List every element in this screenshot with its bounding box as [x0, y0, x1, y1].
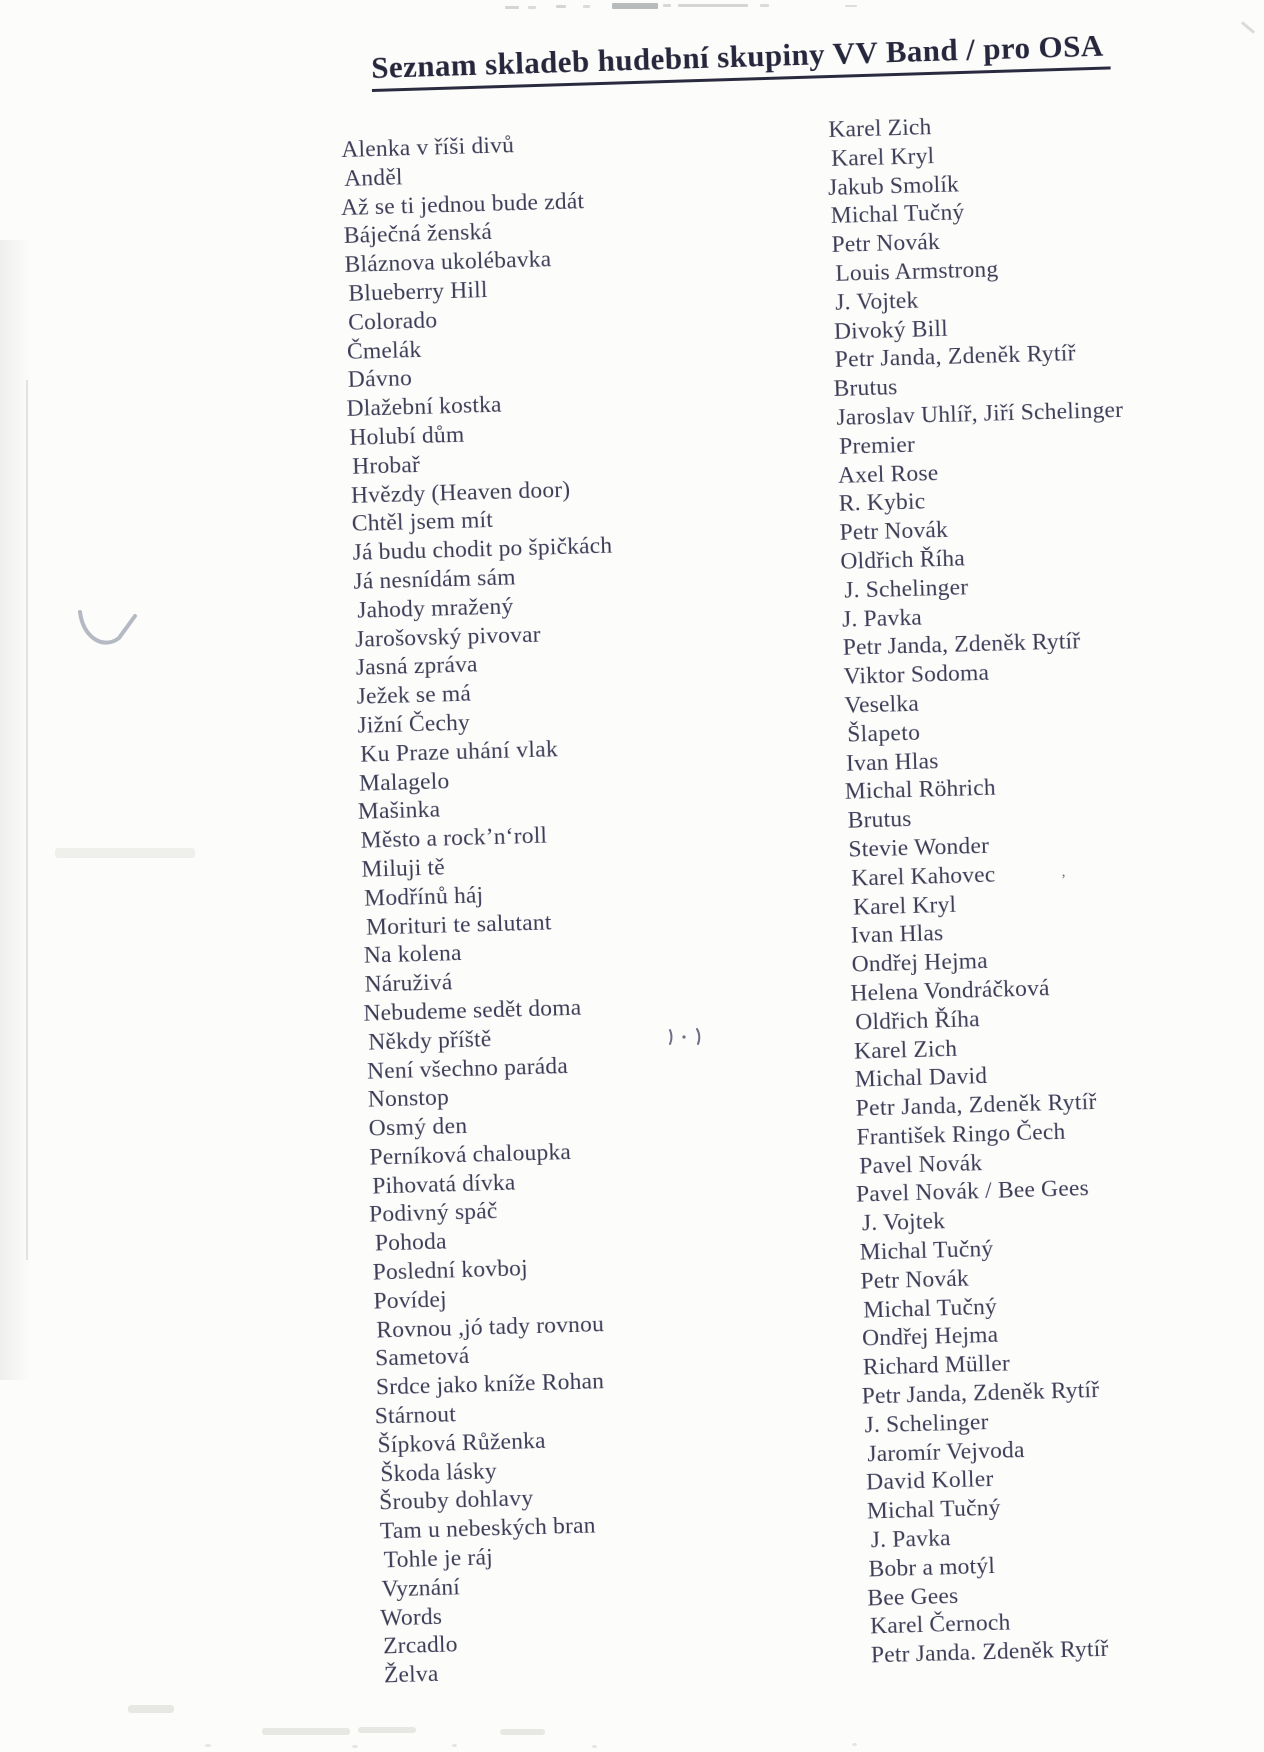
author-name: Michal Tučný	[862, 1293, 998, 1324]
author-name: František Ringo Čech	[856, 1118, 1066, 1151]
author-name: Axel Rose	[837, 459, 939, 489]
song-title: Jižní Čechy	[357, 709, 471, 739]
author-name: Ondřej Hejma	[851, 947, 989, 978]
author-name: Petr Janda, Zdeněk Rytíř	[861, 1376, 1100, 1410]
author-name: Bee Gees	[867, 1582, 959, 1612]
author-name: Jaroslav Uhlíř, Jiří Schelinger	[836, 396, 1124, 431]
song-title: Malagelo	[358, 767, 450, 797]
scan-ink-specks	[664, 1024, 708, 1056]
scan-smudge	[500, 1729, 545, 1735]
song-title: Bláznova ukolébavka	[344, 246, 552, 279]
author-name: Karel Kryl	[852, 891, 957, 921]
scan-pen-curve	[76, 604, 140, 654]
song-title: Já budu chodit po špičkách	[352, 532, 613, 566]
author-name: David Koller	[865, 1466, 995, 1496]
song-title: Není všechno paráda	[366, 1052, 569, 1085]
author-name: Divoký Bill	[833, 315, 949, 345]
song-title: Až se ti jednou bude zdát	[340, 187, 585, 221]
author-name: Michal David	[854, 1063, 988, 1093]
scan-top-dash	[612, 3, 658, 9]
author-name: J. Schelinger	[843, 574, 969, 604]
song-title: Šípková Růženka	[377, 1427, 546, 1459]
song-title: Srdce jako kníže Rohan	[375, 1368, 605, 1401]
scan-smudge	[128, 1705, 174, 1713]
author-name: Karel Kahovec	[850, 861, 996, 892]
song-title: Anděl	[343, 164, 403, 192]
scan-dot	[452, 1744, 457, 1747]
author-name: Petr Janda, Zdeněk Rytíř	[842, 628, 1081, 662]
song-title: Náruživá	[364, 969, 453, 998]
song-title-column	[341, 129, 644, 1691]
scan-top-dash	[528, 6, 536, 9]
author-name: Šlapeto	[846, 719, 921, 748]
song-title: Jahody mražený	[356, 593, 514, 624]
song-title: Tohle je ráj	[383, 1544, 494, 1574]
author-name: Oldřich Říha	[840, 545, 966, 575]
song-title: Colorado	[347, 307, 438, 336]
author-name: Oldřich Říha	[854, 1005, 981, 1036]
author-name: Bobr a motýl	[868, 1552, 996, 1583]
song-title: Dávno	[347, 365, 413, 394]
author-name: Jaromír Vejvoda	[867, 1436, 1025, 1468]
author-name: Louis Armstrong	[835, 256, 999, 287]
song-title: Dlažební kostka	[346, 391, 502, 423]
song-title: Pohoda	[374, 1228, 447, 1257]
scan-top-dash	[505, 6, 519, 9]
song-title: Modřínů háj	[363, 882, 484, 912]
author-name: Premier	[838, 431, 916, 460]
author-name: Pavel Novák / Bee Gees	[855, 1175, 1090, 1209]
author-name: J. Schelinger	[864, 1408, 989, 1439]
scan-top-dash	[845, 5, 857, 7]
song-title: Šrouby dohlavy	[378, 1485, 534, 1516]
author-name: Viktor Sodoma	[843, 659, 990, 690]
author-name: Petr Novák	[860, 1265, 970, 1295]
author-name: Stevie Wonder	[848, 832, 990, 863]
song-title: Želva	[383, 1661, 439, 1689]
author-name: Karel Kryl	[830, 142, 935, 172]
author-name: Petr Novák	[839, 516, 949, 546]
scan-top-dash	[678, 4, 748, 7]
song-title: Já nesnídám sám	[353, 564, 517, 595]
song-title: Zrcadlo	[382, 1631, 459, 1660]
scan-left-edge-shade	[0, 240, 30, 1380]
song-title: Jarošovský pivovar	[354, 621, 542, 653]
scan-top-dash	[556, 5, 566, 8]
author-name: Petr Novák	[831, 229, 941, 259]
song-title: Chtěl jsem mít	[351, 507, 494, 538]
song-title: Škoda lásky	[380, 1457, 498, 1488]
page-title: Seznam skladeb hudební skupiny VV Band / pro OSA	[371, 27, 1110, 92]
author-name: Pavel Novák	[858, 1149, 983, 1180]
song-title: Na kolena	[363, 940, 462, 969]
song-title: Báječná ženská	[343, 219, 493, 250]
song-title: Ku Praze uhání vlak	[359, 735, 559, 768]
author-name: Michal Röhrich	[844, 774, 997, 806]
author-name: Petr Janda, Zdeněk Rytíř	[855, 1088, 1098, 1122]
author-column	[828, 108, 1158, 1670]
scan-corner-mark	[1241, 21, 1255, 34]
scan-dot	[205, 1744, 211, 1747]
scan-smudge	[55, 848, 195, 858]
song-title: Hrobař	[351, 451, 421, 480]
scan-top-dash	[760, 4, 769, 7]
song-title: Tam u nebeských bran	[379, 1512, 597, 1545]
author-name: Richard Müller	[862, 1350, 1011, 1381]
song-title: Poslední kovboj	[372, 1255, 529, 1286]
scan-smudge	[358, 1727, 416, 1733]
author-name: Jakub Smolík	[827, 170, 960, 201]
author-name: Michal Tučný	[830, 199, 965, 230]
author-name: Helena Vondráčková	[850, 975, 1050, 1007]
author-name: Brutus	[847, 806, 912, 834]
song-title: Rovnou ,jó tady rovnou	[375, 1310, 605, 1344]
scan-top-dash	[583, 5, 590, 8]
song-title: Morituri te salutant	[365, 908, 552, 941]
author-name: Petr Janda, Zdeněk Rytíř	[834, 340, 1077, 374]
author-name: Karel Zich	[828, 114, 932, 143]
author-name: Veselka	[844, 690, 920, 719]
scan-dot	[592, 1745, 597, 1748]
song-title: Podivný spáč	[368, 1198, 498, 1229]
author-name: J. Vojtek	[861, 1208, 946, 1237]
scan-dot	[852, 1743, 857, 1746]
author-name: Karel Zich	[853, 1035, 958, 1065]
song-title: Pihovatá dívka	[371, 1169, 516, 1200]
song-title: Jasná zpráva	[355, 651, 478, 682]
song-title: Perníková chaloupka	[369, 1138, 572, 1171]
author-name: Brutus	[833, 374, 898, 403]
song-title: Holubí dům	[349, 421, 465, 451]
song-title: Alenka v říši divů	[341, 132, 515, 163]
author-name: J. Vojtek	[834, 287, 919, 316]
song-title: Mašinka	[357, 796, 441, 826]
author-name: J. Pavka	[870, 1525, 952, 1554]
author-name: Michal Tučný	[866, 1494, 1001, 1525]
song-title: Ježek se má	[356, 680, 472, 710]
author-name: Petr Janda. Zdeněk Rytíř	[870, 1636, 1109, 1669]
song-title: Vyznání	[381, 1574, 461, 1603]
song-title: Město a rock’n‘roll	[360, 822, 548, 854]
song-title: Povídej	[373, 1286, 448, 1315]
author-name: Michal Tučný	[859, 1235, 994, 1266]
song-title: Nebudeme sedět doma	[363, 994, 582, 1027]
song-title: Words	[380, 1603, 443, 1632]
scan-ink-speck: ’	[1061, 872, 1066, 888]
author-name: Karel Černoch	[869, 1609, 1011, 1640]
song-title: Čmelák	[346, 336, 422, 365]
scan-smudge	[262, 1728, 350, 1735]
author-name: R. Kybic	[838, 488, 926, 518]
song-title: Hvězdy (Heaven door)	[350, 476, 571, 509]
scan-top-dash	[663, 4, 671, 7]
song-title: Stárnout	[374, 1401, 457, 1430]
scan-left-edge-line	[26, 380, 28, 1260]
song-title: Někdy příště	[367, 1025, 492, 1056]
song-title: Sametová	[374, 1343, 470, 1372]
song-title: Blueberry Hill	[348, 276, 488, 307]
scan-dot	[352, 1745, 358, 1748]
author-name: Ivan Hlas	[845, 747, 939, 777]
song-title: Miluji tě	[361, 854, 446, 883]
song-title: Nonstop	[367, 1084, 450, 1113]
author-name: Ondřej Hejma	[861, 1322, 999, 1352]
author-name: J. Pavka	[841, 604, 923, 633]
song-title: Osmý den	[368, 1112, 468, 1142]
author-name: Ivan Hlas	[850, 920, 944, 949]
